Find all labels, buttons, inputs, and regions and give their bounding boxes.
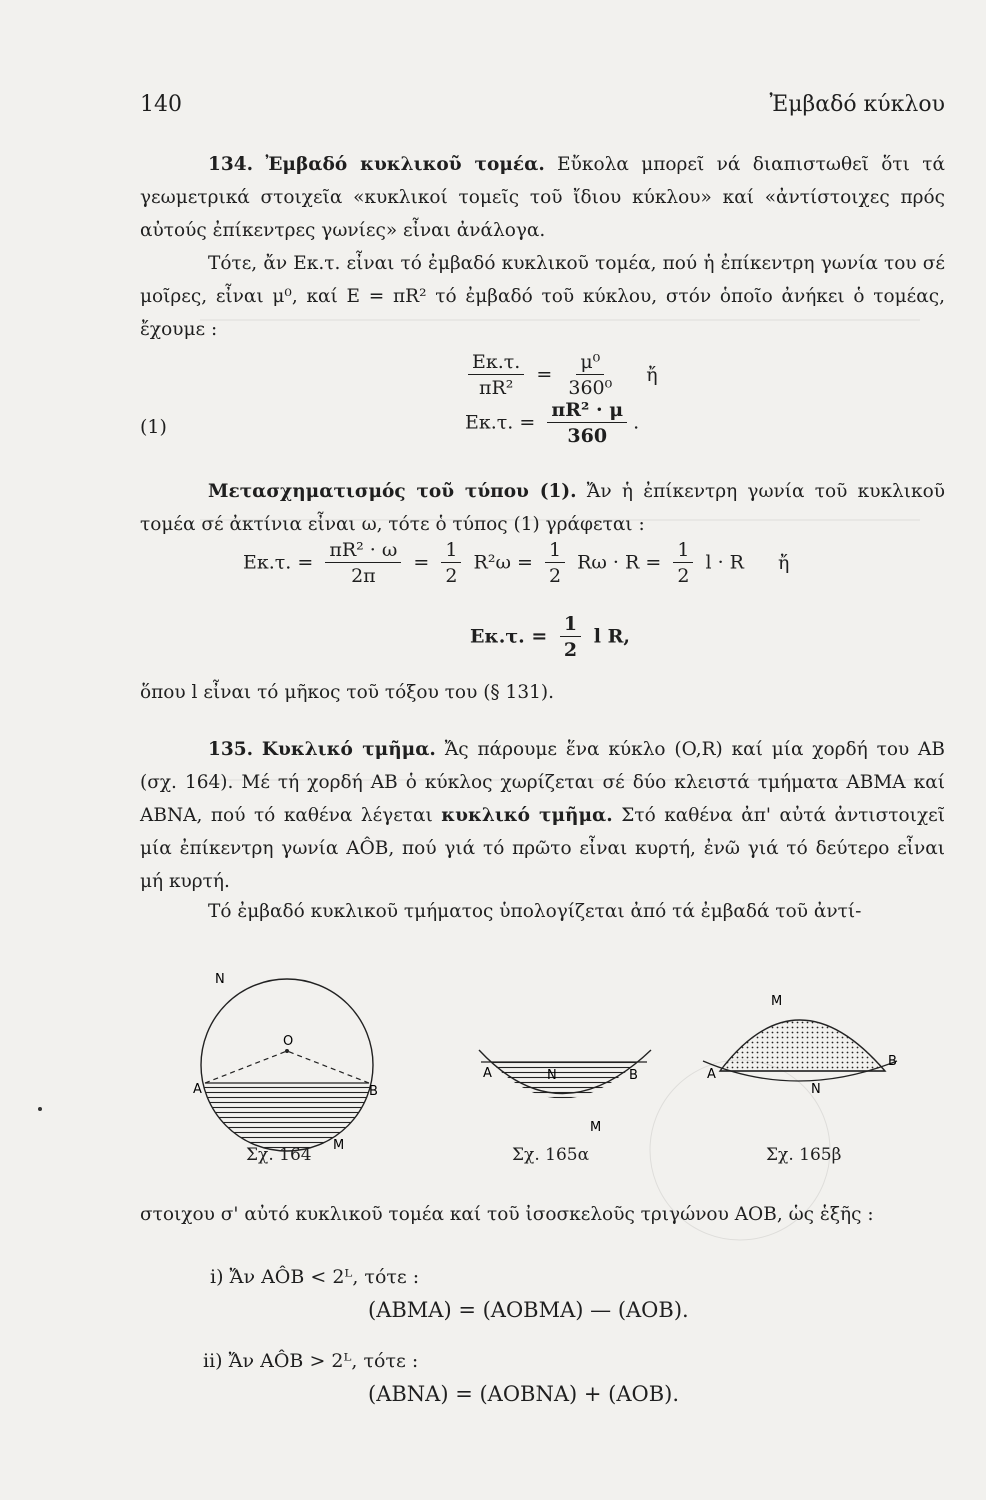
page-number: 140	[140, 92, 182, 117]
case-2-label: ii) Ἄν AÔB > 2ᴸ, τότε :	[203, 1350, 419, 1372]
fig164-radius-oa	[205, 1051, 287, 1083]
eq2-frac1	[325, 538, 401, 589]
equation-1-lhs: Eκ.τ. =	[465, 411, 536, 434]
fig165b-label-b: B	[888, 1054, 897, 1069]
section-135-para3: στοιχου σ' αὐτό κυκλικοῦ τομέα καί τοῦ ἰσοσκελοῦς τριγώνου AOB, ὡς ἑξῆς :	[140, 1204, 874, 1225]
eq2-frac3-den: 2	[548, 565, 562, 587]
eq3-rhs: l R,	[593, 625, 631, 648]
eq2-frac2-num: 1	[441, 538, 461, 563]
fig165b-segment-dotted	[720, 1020, 885, 1071]
equation-1: Eκ.τ. = $\frac{\text{πR² · μ}}{360}$ .	[465, 399, 640, 447]
transform-text: Ἄν ἡ ἐπίκεντρη γωνία τοῦ κυκλικοῦ τομέα σέ ἀκτίνια εἶναι ω, τότε ὁ τύπος (1) γράφεται :	[140, 481, 945, 535]
section-135-term: κυκλικό τμῆμα.	[441, 805, 613, 826]
eq2-frac2-den: 2	[445, 565, 458, 587]
ratio-formula: $\frac{E\kappa.\tau.}{\text{πR²}}$ = $\frac{\text{μ⁰}}{\text{360⁰}}$ ἤ	[462, 350, 658, 401]
ratio-left-num: Eκ.τ.	[468, 350, 524, 375]
section-135-para2: Τό ἐμβαδό κυκλικοῦ τμήματος ὑπολογίζεται ἀπό τά ἐμβαδά τοῦ ἀντί-	[208, 901, 862, 922]
transform-paragraph	[140, 475, 945, 541]
fig164-radius-ob	[287, 1051, 369, 1083]
transform-title: Μετασχηματισμός τοῦ τύπου (1).	[208, 481, 577, 502]
eq2-frac4	[673, 538, 693, 589]
section-134-intro-text: Εὔκολα μπορεῖ νά διαπιστωθεῖ ὅτι τά γεωμετρικά στοιχεῖα «κυκλικοί τομεῖς τοῦ ἴδιου κύκλου» καί «ἀντίστοιχες πρός αὐτούς ἐπίκεντρες γωνίες» εἶναι ἀνάλογα.	[140, 154, 946, 241]
fig164-center-dot	[285, 1049, 289, 1053]
fig165a-label-m: M	[590, 1120, 602, 1135]
eq2-term2: R²ω =	[473, 551, 533, 574]
fig165b-label-m: M	[771, 994, 783, 1009]
eq2-frac1-num: πR² · ω	[325, 538, 401, 563]
section-135-paragraph	[140, 733, 945, 898]
ratio-left-den: πR²	[478, 377, 514, 399]
section-135-text-b: Στό καθένα ἀπ' αὐτά ἀντιστοιχεῖ μία ἐπίκεντρη γωνία AÔB, πού γιά τό πρῶτο εἶναι κυρτή, ἐνῶ γιά τό δεύτερο εἶναι μή κυρτή.	[140, 805, 945, 892]
fig165a-label-n: N	[547, 1068, 557, 1083]
page-header	[140, 92, 945, 117]
figure-165a	[479, 1050, 651, 1135]
eq3-den: 2	[563, 639, 578, 661]
ratio-right-fraction	[564, 350, 616, 401]
ratio-right-num: μ⁰	[576, 350, 604, 375]
section-134-title: Ἐμβαδό κυκλικοῦ τομέα.	[265, 154, 545, 175]
eq3-num: 1	[560, 612, 581, 637]
case-1-label: i) Ἄν AÔB < 2ᴸ, τότε :	[210, 1266, 420, 1288]
fig165a-label-a: A	[483, 1066, 492, 1081]
caption-fig165a: Σχ. 165α	[512, 1145, 590, 1165]
equation-chain: Eκ.τ. = $\frac{\text{πR² · ω}}{2\pi}$ = $\frac{1}{2}$ R²ω = $\frac{1}{2}$ Rω · R = $\frac{1}{2}$ l · R ἤ	[243, 539, 790, 587]
eq2-frac3-num: 1	[545, 538, 565, 563]
fig165a-label-b: B	[629, 1068, 638, 1083]
equation-1-label: (1)	[140, 416, 167, 438]
equation-1-den: 360	[567, 425, 608, 447]
eq3-frac	[560, 612, 581, 663]
eq2-term4: l · R	[705, 551, 744, 574]
caption-fig164: Σχ. 164	[246, 1145, 312, 1165]
eq2-term3: Rω · R =	[577, 551, 662, 574]
fig164-label-a: A	[193, 1082, 202, 1097]
or-word: ἤ	[646, 363, 658, 386]
eq2-frac2	[441, 538, 461, 589]
eq2-frac3	[545, 538, 565, 589]
running-title: Ἐμβαδό κύκλου	[769, 92, 945, 117]
stray-dot	[38, 1107, 42, 1111]
section-134-number: 134.	[208, 154, 254, 175]
case-1-equation: (ABMA) = (AOBMA) — (AOB).	[368, 1298, 689, 1322]
section-134-para2: Τότε, ἄν Eκ.τ. εἶναι τό ἐμβαδό κυκλικοῦ τομέα, πού ἡ ἐπίκεντρη γωνία του σέ μοῖρες, εἶναι μ⁰, καί E = πR² τό ἐμβαδό τοῦ κύκλου, στόν ὁποῖο ἀνήκει ὁ τομέας, ἔχουμε :	[140, 253, 945, 340]
equation-1-num: πR² · μ	[547, 398, 627, 423]
section-135-title: Κυκλικό τμῆμα.	[261, 739, 436, 760]
section-134-intro	[140, 148, 945, 247]
fig164-label-n: N	[215, 972, 225, 987]
fig164-label-b: B	[369, 1084, 378, 1099]
eq2-frac1-den: 2π	[351, 565, 376, 587]
ratio-right-den: 360⁰	[568, 377, 613, 399]
figures-row	[185, 965, 905, 1175]
eq2-frac4-den: 2	[677, 565, 690, 587]
eq2-frac4-num: 1	[673, 538, 693, 563]
fig165b-label-n: N	[811, 1082, 821, 1097]
section-135-number: 135.	[208, 739, 254, 760]
fig165b-label-a: A	[707, 1067, 716, 1082]
figure-165b	[703, 994, 897, 1097]
section-135-text-a: Ἄς πάρουμε ἕνα κύκλο (O,R) καί μία χορδή του AB (σχ. 164). Μέ τή χορδή AB ὁ κύκλος χωρίζεται σέ δύο κλειστά τμήματα ABMA καί ABNA, πού τό καθένα λέγεται	[140, 739, 945, 826]
fig164-label-o: O	[283, 1034, 294, 1049]
eq3-lhs: Eκ.τ. =	[470, 625, 548, 648]
equation-1-fraction	[547, 398, 627, 449]
eq2-lhs: Eκ.τ. =	[243, 551, 314, 574]
case-2-equation: (ABNA) = (AOBNA) + (AOB).	[368, 1382, 680, 1406]
equation-3	[470, 612, 630, 663]
where-text: ὅπου l εἶναι τό μῆκος τοῦ τόξου του (§ 131).	[140, 682, 554, 703]
caption-fig165b: Σχ. 165β	[766, 1145, 842, 1165]
eq2-or-word: ἤ	[778, 551, 790, 574]
fig164-label-m: M	[333, 1138, 345, 1153]
ratio-left-fraction	[468, 350, 524, 401]
